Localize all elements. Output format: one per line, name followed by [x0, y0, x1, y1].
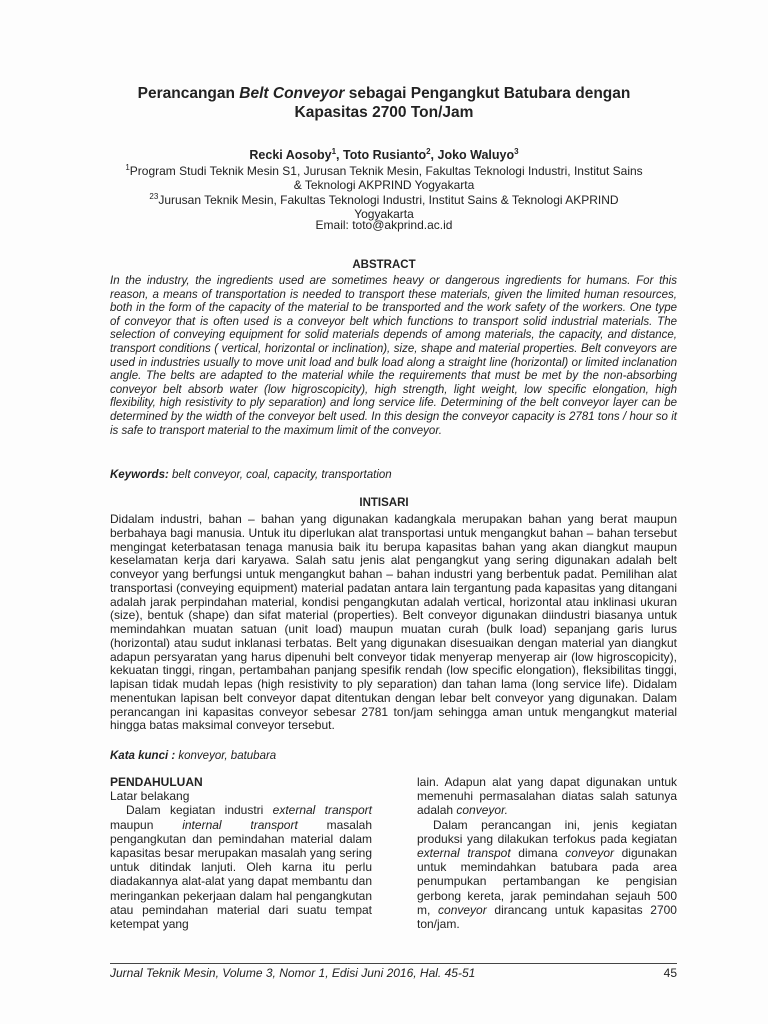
abstract-keywords: Keywords: belt conveyor, coal, capacity, transportation [110, 469, 392, 481]
affiliation-2: $^{23}$Jurusan Teknik Mesin, Fakultas Teknologi Industri, Institut Sains & Teknologi AKPRIND Yogyakarta [149, 192, 619, 221]
journal-citation: Jurnal Teknik Mesin, Volume 3, Nomor 1, Edisi Juni 2016, Hal. 45-51 [110, 966, 476, 980]
abstract-body: In the industry, the ingredients used are sometimes heavy or dangerous ingredients for humans. For this reason, a means of transportation is needed to transport these materials, given the limited human resources, both in the form of the capacity of the material to be transported and the work safety of the workers. One type of conveyor that is often used is a conveyor belt which functions to transport solid industrial materials. The selection of conveying equipment for solid materials depends of among materials, the capacity, and distance, transport conditions ( vertical, horizontal or inclination), size, shape and material properties. Belt conveyors are used in industries usually to move unit load and bulk load along a straight line (horizontal) or limited inclanation angle. The belts are adapted to the material while the requirements that must be met by the non-absorbing conveyor belt absorb water (low higroscopicity), high strength, light weight, low specific elongation, high flexibility, high resistivity to ply separation) and long service life. Determining of the belt conveyor layer can be determined by the width of the conveyor belt used. In this design the conveyor capacity is 2781 tons / hour so it is safe to transport material to the maximum limit of the conveyor. [110, 275, 677, 437]
author-email: Email: toto@akprind.ac.id [315, 218, 453, 232]
affiliation-1: $^1$Program Studi Teknik Mesin S1, Jurusan Teknik Mesin, Fakultas Teknologi Industri, Institut Sains & Teknologi AKPRIND Yogyakarta [125, 163, 643, 192]
subheading-latar-belakang: Latar belakang [110, 789, 190, 804]
body-column-right [417, 775, 677, 931]
footer-divider [110, 963, 677, 964]
intisari-heading: INTISARI [359, 497, 409, 509]
paragraph: Dalam kegiatan industri external transport maupun internal transport masalah pengangkutan dan pemindahan material dalam kapasitas besar merupakan masalah yang sering untuk ditindak lanjuti. Oleh karna itu perlu diadakannya alat-alat yang dapat membantu dan meringankan pekerjaan dalam hal pengangkutan atau pemindahan material dari suatu tempat ketempat yang [110, 803, 372, 932]
page-number: 45 [663, 966, 677, 980]
paragraph: lain. Adapun alat yang dapat digunakan untuk memenuhi permasalahan diatas salah satunya adalah conveyor. [417, 775, 677, 818]
title-line-2: Kapasitas 2700 Ton/Jam [294, 104, 474, 121]
author-1: Recki Aosoby [249, 148, 332, 163]
title-line-1: Perancangan Belt Conveyor sebagai Pengangkut Batubara dengan [137, 85, 631, 102]
author-2: Toto Rusianto [343, 148, 427, 163]
title-emphasis: Belt Conveyor [239, 85, 345, 102]
author-list: Recki Aosoby$^1$, Toto Rusianto$^2$, Joko Waluyo$^3$ [249, 147, 519, 163]
intisari-keywords: Kata kunci : konveyor, batubara [110, 750, 277, 762]
section-heading-pendahuluan: PENDAHULUAN [110, 775, 203, 789]
abstract-heading: ABSTRACT [352, 259, 416, 271]
paper-title [100, 84, 668, 122]
intisari-body: Didalam industri, bahan – bahan yang digunakan kadangkala merupakan bahan yang berat maupun berbahaya bagi manusia. Untuk itu diperlukan alat transportasi untuk mengangkut bahan – bahan tersebut mengingat keterbatasan tenaga manusia baik itu berupa kapasitas bahan yang akan diangkut maupun keselamatan kerja dari karyawa. Salah satu jenis alat pengangkut yang sering digunakan adalah belt conveyor yang berfungsi untuk mengangkut bahan – bahan industri yang berbentuk padat. Pemilihan alat transportasi (conveying equipment) material padatan antara lain tergantung pada kapasitas yang ditangani adalah jarak perpindahan material, kondisi pengangkutan adalah vertical, horizontal atau inklinasi ukuran (size), bentuk (shape) dan sifat material (properties). Belt conveyor digunakan diindustri biasanya untuk memindahkan muatan satuan (unit load) maupun muatan curah (bulk load) sepanjang garis lurus (horizontal) atau sudut inklanasi terbatas. Belt yang digunakan disesuaikan dengan material yan diangkut adapun persyaratan yang harus dipenuhi belt conveyor tidak menyerap menyerap air (low higroscopicity), kekuatan tinggi, ringan, pertambahan panjang spesifik rendah (low specific elongation), fleksibilitas tinggi, lapisan tidak mudah lepas (high resistivity to ply separation) dan tahan lama (long service life). Didalam menentukan lapisan belt conveyor dapat ditentukan dengan lebar belt conveyor yang digunakan. Dalam perancangan ini kapasitas conveyor sebesar 2781 ton/jam sehingga aman untuk mengangkut material hingga batas maksimal conveyor tersebut. [110, 512, 677, 733]
body-column-left [110, 775, 372, 931]
page-footer [110, 966, 677, 980]
author-3: Joko Waluyo [437, 148, 515, 163]
paragraph: Dalam perancangan ini, jenis kegiatan produksi yang dilakukan terfokus pada kegiatan external transpot dimana conveyor digunakan untuk memindahkan batubara pada area penumpukan pertambangan ke pengisian gerbong kereta, jarak pemindahan sejauh 500 m, conveyor dirancang untuk kapasitas 2700 ton/jam. [417, 817, 678, 932]
